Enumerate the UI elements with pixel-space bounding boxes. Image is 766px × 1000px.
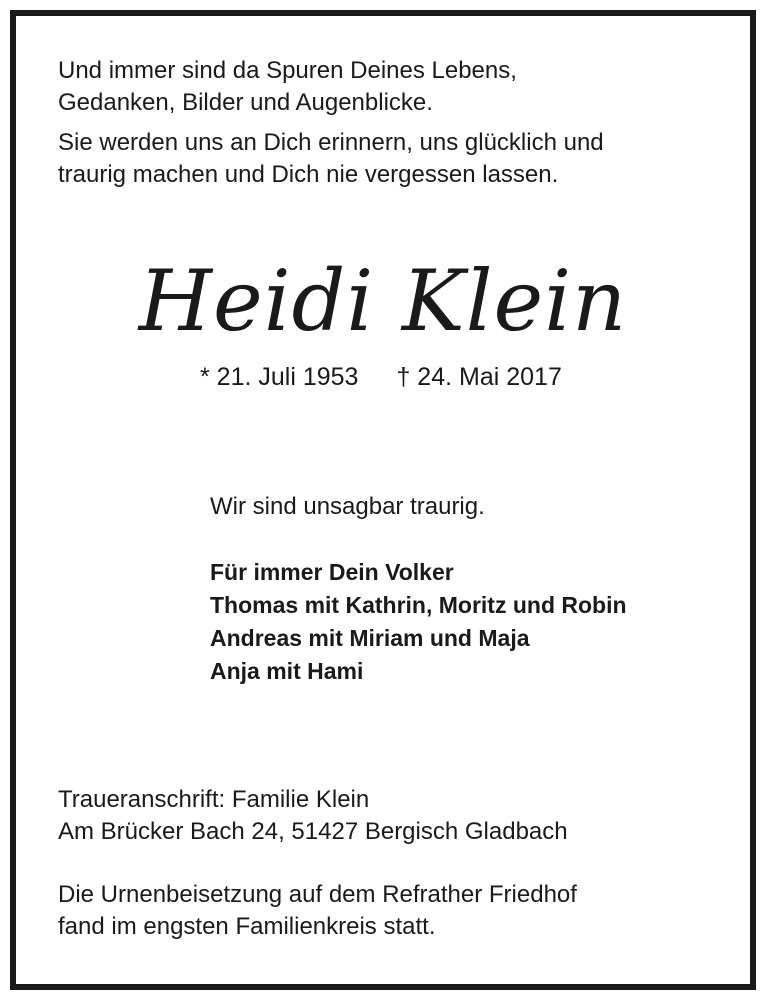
verse-line-1: Und immer sind da Spuren Deines Lebens,: [58, 57, 517, 84]
deceased-name: Heidi Klein: [138, 252, 628, 350]
note-line-1: Die Urnenbeisetzung auf dem Refrather Friedhof: [58, 881, 577, 908]
life-dates: [200, 361, 562, 393]
birth-date: * 21. Juli 1953: [200, 363, 359, 391]
verse-line-2: Gedanken, Bilder und Augenblicke.: [58, 89, 433, 116]
verse-line-4: traurig machen und Dich nie vergessen lassen.: [58, 161, 559, 188]
mourner-3: Andreas mit Miriam und Maja: [210, 625, 530, 651]
verse-line-3: Sie werden uns an Dich erinnern, uns glücklich und: [58, 129, 604, 156]
mourner-1: Für immer Dein Volker: [210, 559, 454, 585]
statement: Wir sind unsagbar traurig.: [210, 493, 485, 520]
address-label: Traueranschrift: Familie Klein: [58, 786, 370, 813]
note-line-2: fand im engsten Familienkreis statt.: [58, 913, 436, 940]
mourner-2: Thomas mit Kathrin, Moritz und Robin: [210, 592, 627, 618]
death-date: † 24. Mai 2017: [396, 363, 562, 391]
mourner-4: Anja mit Hami: [210, 658, 364, 684]
address-street: Am Brücker Bach 24, 51427 Bergisch Gladbach: [58, 818, 568, 845]
